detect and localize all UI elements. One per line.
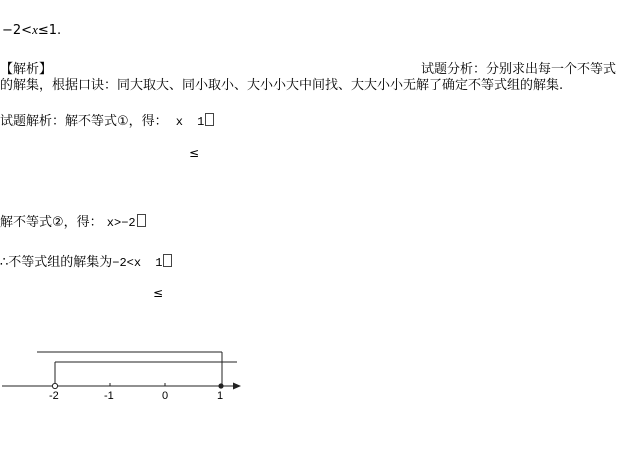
tick-label-minus-1: -1 xyxy=(104,390,114,402)
answer-prefix: −2< xyxy=(2,23,33,38)
solution-intro-label: 试题解析：解不等式①，得： xyxy=(0,114,168,129)
analysis-text-part2: 的解集，根据口诀：同大取大、同小取小、大小小大中间找、大大小小无解了确定不等式组的解集. xyxy=(0,78,564,93)
tick-label-1: 1 xyxy=(217,390,224,402)
tick-label-minus-2: -2 xyxy=(49,390,59,402)
answer-suffix: ≤1. xyxy=(37,23,62,38)
filled-dot-1 xyxy=(218,383,223,388)
leq-symbol-2: ≤ xyxy=(153,286,164,300)
analysis-tag: 【解析】 xyxy=(0,62,53,77)
final-left: −2<x xyxy=(112,256,142,270)
inequality-2: x>−2 xyxy=(106,216,136,230)
leq-symbol-1: ≤ xyxy=(189,146,200,160)
conclusion-label: ∴不等式组的解集为 xyxy=(0,255,113,270)
inequality-1-left: x xyxy=(175,115,183,129)
inequality-1-right: 1 xyxy=(197,115,205,129)
solution-step-2 xyxy=(0,214,146,229)
open-circle-minus-2 xyxy=(52,383,57,388)
missing-glyph-box-2 xyxy=(137,214,146,227)
axis-arrowhead xyxy=(233,383,241,390)
tick-label-0: 0 xyxy=(162,390,169,402)
missing-glyph-box-3 xyxy=(163,254,172,267)
solution-bracket-lower xyxy=(55,362,237,386)
step-2-label: 解不等式②，得： xyxy=(0,215,103,230)
answer-line xyxy=(2,23,61,37)
analysis-text-part1: 试题分析：分别求出每一个不等式 xyxy=(421,62,617,77)
missing-glyph-box-1 xyxy=(205,113,214,126)
final-right: 1 xyxy=(155,256,163,270)
number-line-figure xyxy=(0,345,245,415)
answer-variable: x xyxy=(32,22,38,37)
solution-bracket-upper xyxy=(37,352,222,386)
solution-intro xyxy=(0,113,214,128)
solution-conclusion xyxy=(0,254,172,269)
